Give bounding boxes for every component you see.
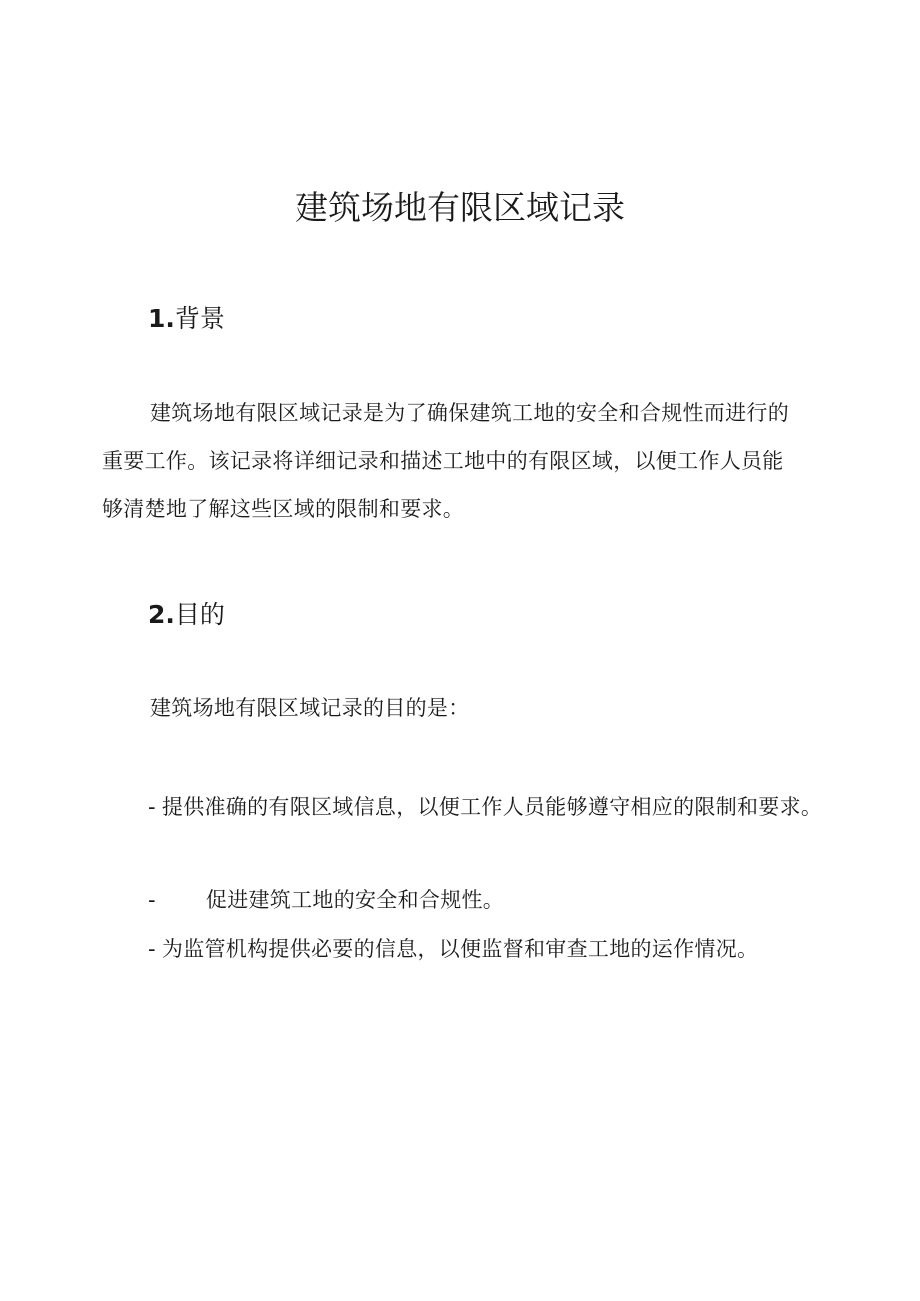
list-item xyxy=(102,925,827,973)
purpose-intro-paragraph: 建筑场地有限区域记录的目的是： xyxy=(150,696,470,720)
list-item-text: 为监管机构提供必要的信息，以便监督和审查工地的运作情况。 xyxy=(161,937,759,961)
list-dash: - xyxy=(148,888,156,912)
list-item xyxy=(102,876,827,924)
section-number: 2. xyxy=(148,600,175,629)
section-heading-purpose xyxy=(148,598,225,632)
section-heading-text: 目的 xyxy=(174,600,225,629)
list-dash: - xyxy=(148,795,156,819)
list-item-text: 提供准确的有限区域信息，以便工作人员能够遵守相应的限制和要求。 xyxy=(161,795,823,819)
document-title: 建筑场地有限区域记录 xyxy=(295,188,625,227)
list-dash: - xyxy=(148,937,156,961)
list-item xyxy=(102,783,827,831)
section-heading-background xyxy=(148,302,225,336)
list-item-text: 促进建筑工地的安全和合规性。 xyxy=(205,888,505,912)
background-paragraph: 建筑场地有限区域记录是为了确保建筑工地的安全和合规性而进行的重要工作。该记录将详细记录和描述工地中的有限区域，以便工作人员能够清楚地了解这些区域的限制和要求。 xyxy=(102,401,789,521)
section-number: 1. xyxy=(148,304,175,333)
section-heading-text: 背景 xyxy=(174,304,225,333)
